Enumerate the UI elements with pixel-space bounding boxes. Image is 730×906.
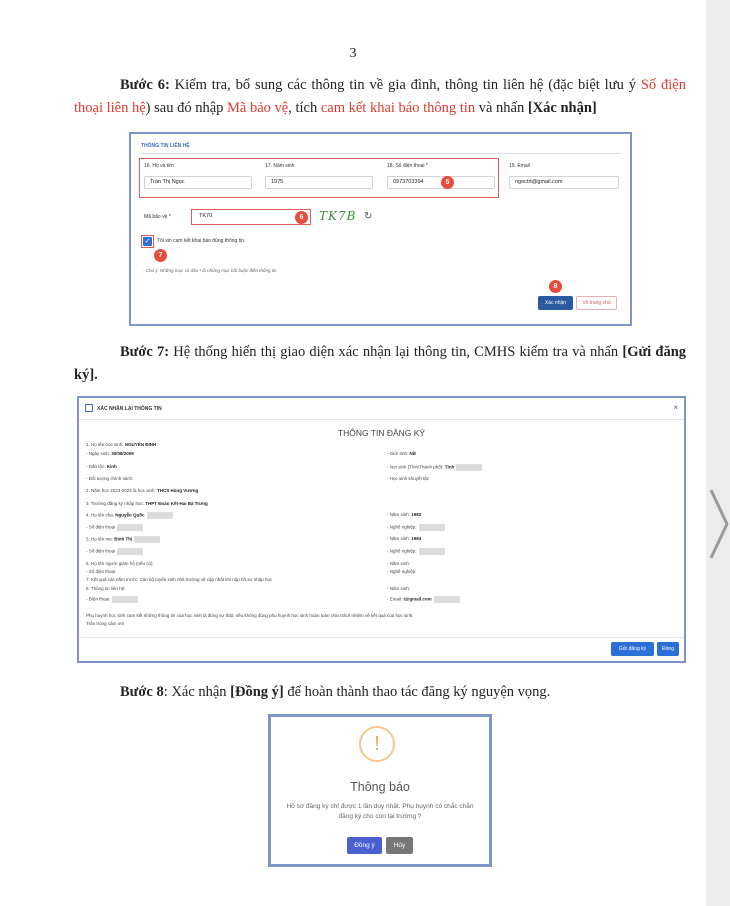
info-label: - Đối tượng chính sách:	[86, 476, 134, 481]
redacted-block	[419, 548, 445, 555]
info-label: 5. Họ tên mẹ:	[86, 536, 115, 542]
info-row	[387, 464, 482, 471]
close-icon[interactable]: ×	[673, 403, 678, 412]
redacted-block	[456, 464, 482, 471]
info-row	[86, 512, 173, 519]
info-row	[86, 561, 154, 566]
commit-highlight: cam kết khai báo thông tin	[320, 100, 476, 116]
name-input[interactable]: Trần Thị Ngọc	[144, 176, 252, 189]
info-value: THCS Hùng Vương	[157, 488, 199, 493]
info-row	[86, 569, 116, 574]
phone-label: 18. Số điện thoại *	[387, 163, 428, 169]
captcha-image: TK7B	[319, 209, 357, 223]
redacted-block	[117, 548, 143, 555]
info-row	[387, 524, 445, 531]
info-label: - Năm sinh:	[387, 561, 411, 566]
phone-highlight: Số điện thoại liên hệ	[74, 77, 686, 116]
edit-icon	[85, 404, 93, 412]
marker-5: 5	[441, 176, 454, 189]
info-row	[86, 442, 156, 447]
marker-7: 7	[154, 249, 167, 262]
redacted-block	[112, 596, 138, 603]
redacted-block	[134, 536, 160, 543]
cancel-button[interactable]: Hủy	[386, 837, 413, 854]
marker-8: 8	[549, 280, 562, 293]
info-label: - Nơi sinh (Tỉnh/Thành phố):	[387, 464, 445, 470]
info-label: 8. Thông tin liên hệ:	[86, 586, 126, 591]
name-label: 16. Họ và tên	[144, 163, 174, 169]
info-value: 1984	[411, 536, 422, 541]
commit-checkbox[interactable]: ✓	[144, 238, 151, 245]
info-value: t@gmail.com	[403, 596, 432, 602]
info-row	[86, 464, 117, 469]
info-value: Kinh	[106, 464, 117, 469]
info-label: - Học sinh khuyết tật:	[387, 476, 430, 481]
info-label: - Số điện thoại	[86, 548, 116, 554]
commit-label: Tôi xin cam kết khai báo đúng thông tin.	[157, 238, 246, 244]
notice-dialog-screenshot	[268, 714, 492, 867]
info-row	[387, 561, 410, 566]
info-label: - Năm sinh:	[387, 512, 412, 517]
birth-year-label: 17. Năm sinh	[265, 163, 295, 169]
birth-year-input[interactable]: 1975	[265, 176, 373, 189]
info-label: - Giới tính:	[387, 451, 410, 456]
registration-title: THÔNG TIN ĐĂNG KÝ	[337, 428, 426, 438]
info-row	[387, 536, 421, 541]
info-value: 1982	[411, 512, 422, 517]
section-title: THÔNG TIN LIÊN HỆ	[141, 143, 190, 149]
marker-6: 6	[295, 211, 308, 224]
info-value: Tỉnh	[444, 464, 455, 470]
info-row	[86, 451, 134, 456]
info-label: - Nghề nghiệp:	[387, 569, 417, 574]
thanks-text: Trân trọng cảm ơn!	[86, 621, 125, 626]
info-value: Đinh Thị	[114, 536, 133, 542]
info-label: 6. Họ tên người giám hộ (nếu có):	[86, 561, 154, 566]
info-value: 30/08/2009	[111, 451, 134, 456]
info-row	[387, 512, 421, 517]
notice-title: Thông báo	[350, 780, 410, 794]
info-row	[86, 501, 208, 506]
info-row	[86, 586, 125, 591]
confirm-info-screenshot	[77, 396, 686, 663]
refresh-icon[interactable]: ↻	[364, 211, 373, 222]
info-row	[86, 577, 272, 582]
email-input[interactable]: ngoctrt@gmail.com	[509, 176, 619, 189]
step6-paragraph: Bước 6: Kiểm tra, bổ sung các thông tin về gia đình, thông tin liên hệ (đặc biệt lưu ý Số điện thoại liên hệ) sau đó nhập Mã bảo vệ, tích cam kết khai báo thông tin và nhấn [Xác nhận]	[74, 77, 686, 116]
info-row	[86, 524, 143, 531]
info-row	[86, 596, 138, 603]
step7-label: Bước 7:	[120, 344, 170, 360]
info-label: 1. Họ tên học sinh:	[86, 442, 125, 447]
info-row	[387, 548, 445, 555]
info-row	[387, 451, 416, 456]
info-label: - Số điện thoại:	[86, 569, 117, 574]
phone-input[interactable]: 0973703394	[387, 176, 495, 189]
notice-message: Hồ sơ đăng ký chỉ được 1 lần duy nhất. Phụ huynh có chắc chắn đăng ký cho con tại trường ?	[286, 803, 474, 820]
warning-icon: !	[359, 726, 395, 762]
step7-paragraph: Bước 7: Hệ thống hiển thị giao diện xác nhận lại thông tin, CMHS kiểm tra và nhấn [Gửi đăng ký].	[74, 344, 687, 383]
info-value: NGUYỄN ĐINH	[124, 442, 157, 447]
section-divider	[141, 153, 621, 154]
info-row	[86, 536, 160, 543]
captcha-label: Mã bảo vệ *	[144, 214, 171, 220]
info-row	[86, 476, 133, 481]
info-label: 7. Kết quả các năm trước: Cán bộ tuyển sinh nhà trường sẽ cập nhật khi nộp hồ sơ nhập học	[86, 577, 273, 582]
email-label: 19. Email	[509, 163, 530, 169]
info-value: Nữ	[409, 451, 416, 456]
info-value: Nguyễn Quốc	[115, 512, 145, 518]
step6-label: Bước 6:	[120, 77, 170, 93]
info-label: - Nghề nghiệp:	[387, 524, 417, 530]
info-label: 3. Trường đăng ký nhập học:	[86, 501, 146, 506]
info-row	[86, 548, 143, 555]
info-label: - Ngày sinh:	[86, 451, 112, 456]
info-row	[387, 569, 417, 574]
info-label: - Điện thoại:	[86, 596, 111, 602]
submit-registration-button[interactable]: Gửi đăng ký	[611, 642, 654, 656]
info-label: - Nghề nghiệp:	[387, 548, 417, 554]
redacted-block	[434, 596, 460, 603]
info-label: 4. Họ tên cha:	[86, 512, 116, 518]
dialog-header	[79, 398, 684, 420]
redacted-block	[147, 512, 173, 519]
confirm-button[interactable]: Xác nhận	[538, 296, 573, 310]
dialog-footer-divider	[79, 637, 684, 638]
close-button[interactable]: Đóng	[657, 642, 679, 656]
captcha-highlight: Mã bảo vệ	[227, 100, 289, 116]
info-label: - Năm sinh:	[387, 536, 412, 541]
info-row	[387, 596, 460, 603]
commitment-text: Phụ huynh học sinh cam kết những thông tin của học sinh là đúng sự thật, nếu không đúng phụ huynh học sinh hoàn toàn chịu trách nhiệm về kết quả của học sinh.	[86, 613, 414, 618]
info-label: - Năm sinh:	[387, 586, 411, 591]
redacted-block	[117, 524, 143, 531]
home-button[interactable]: Về trang chủ	[576, 296, 617, 310]
info-label: - Số điện thoại	[86, 524, 116, 530]
step8-paragraph: Bước 8: Xác nhận [Đồng ý] để hoàn thành thao tác đăng ký nguyện vọng.	[120, 684, 551, 700]
info-row	[387, 476, 429, 481]
info-value: THPT Đoàn Kết-Hai Bà Trưng	[145, 501, 208, 506]
captcha-input[interactable]: TK70	[194, 211, 306, 224]
dialog-header-title: XÁC NHẬN LẠI THÔNG TIN	[97, 406, 162, 412]
next-page-chevron-icon[interactable]	[708, 484, 730, 564]
page-number: 3	[349, 46, 357, 61]
agree-button[interactable]: Đồng ý	[347, 837, 382, 854]
contact-form-screenshot	[129, 132, 632, 326]
info-label: 2. Năm học 2023-2024 là học sinh:	[86, 488, 158, 493]
info-row	[387, 586, 410, 591]
info-row	[86, 488, 198, 493]
step8-label: Bước 8	[120, 684, 164, 700]
info-label: - Email:	[387, 596, 404, 602]
required-note: - Chú ý: Những mục có dấu * là những mục bắt buộc điền thông tin	[143, 268, 277, 273]
info-label: - Dân tộc:	[86, 464, 107, 469]
redacted-block	[419, 524, 445, 531]
